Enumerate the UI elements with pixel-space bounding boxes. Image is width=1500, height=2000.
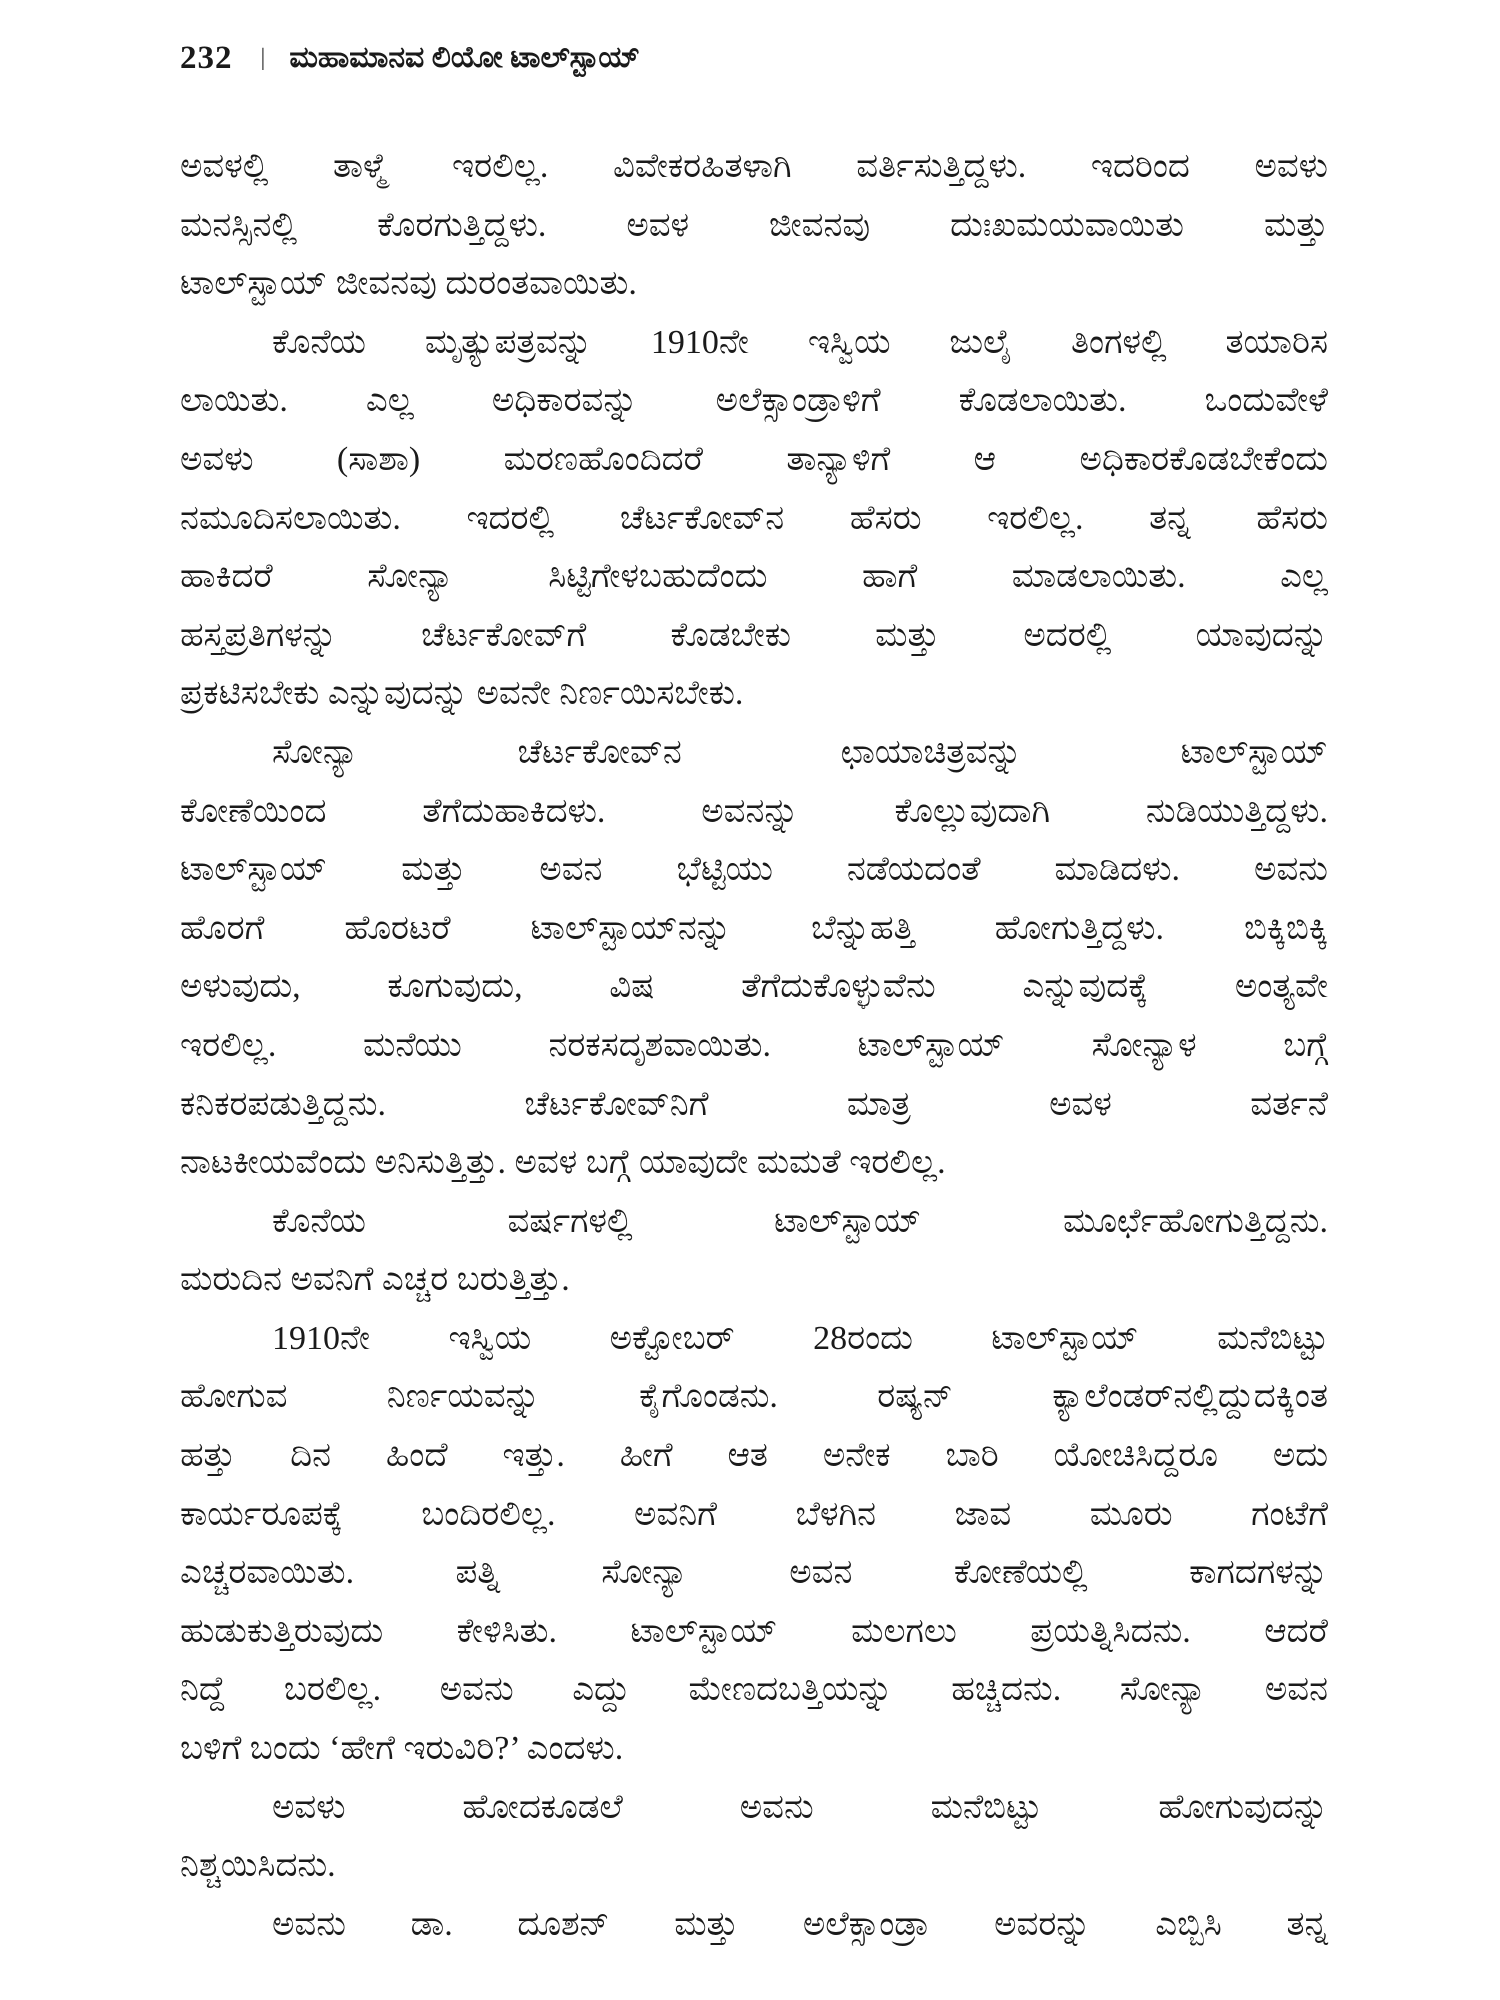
text-line: ಕೊನೆಯ ಮೃತ್ಯುಪತ್ರವನ್ನು 1910ನೇ ಇಸ್ವಿಯ ಜುಲೈ ತಿಂಗಳಲ್ಲಿ ತಯಾರಿಸ	[272, 323, 1328, 361]
text-line: ಬಳಿಗೆ ಬಂದು ‘ಹೇಗೆ ಇರುವಿರಿ?’ ಎಂದಳು.	[180, 1730, 624, 1768]
text-line: ನಾಟಕೀಯವೆಂದು ಅನಿಸುತ್ತಿತ್ತು. ಅವಳ ಬಗ್ಗೆ ಯಾವುದೇ ಮಮತೆ ಇರಲಿಲ್ಲ.	[180, 1144, 946, 1182]
text-line: ಹುಡುಕುತ್ತಿರುವುದು ಕೇಳಿಸಿತು. ಟಾಲ್‌ಸ್ಟಾಯ್ ಮಲಗಲು ಪ್ರಯತ್ನಿಸಿದನು. ಆದರೆ	[180, 1612, 1328, 1650]
text-line: ಕನಿಕರಪಡುತ್ತಿದ್ದನು. ಚೆರ್ಟಕೋವ್‌ನಿಗೆ ಮಾತ್ರ ಅವಳ ವರ್ತನೆ	[180, 1085, 1328, 1123]
text-line: ಹಾಕಿದರೆ ಸೋನ್ಯಾ ಸಿಟ್ಟಿಗೇಳಬಹುದೆಂದು ಹಾಗೆ ಮಾಡಲಾಯಿತು. ಎಲ್ಲ	[180, 558, 1328, 596]
text-line: ನಿದ್ದೆ ಬರಲಿಲ್ಲ. ಅವನು ಎದ್ದು ಮೇಣದಬತ್ತಿಯನ್ನು ಹಚ್ಚಿದನು. ಸೋನ್ಯಾ ಅವನ	[180, 1671, 1328, 1709]
text-line: ಹೊರಗೆ ಹೊರಟರೆ ಟಾಲ್‌ಸ್ಟಾಯ್‌ನನ್ನು ಬೆನ್ನುಹತ್ತಿ ಹೋಗುತ್ತಿದ್ದಳು. ಬಿಕ್ಕಿಬಿಕ್ಕಿ	[180, 909, 1328, 947]
text-line: ಅವಳು (ಸಾಶಾ) ಮರಣಹೊಂದಿದರೆ ತಾನ್ಯಾಳಿಗೆ ಆ ಅಧಿಕಾರಕೊಡಬೇಕೆಂದು	[180, 440, 1328, 478]
book-title: ಮಹಾಮಾನವ ಲಿಯೋ ಟಾಲ್‌ಸ್ಟಾಯ್	[289, 41, 641, 74]
page-number: 232	[180, 39, 233, 76]
paragraph	[180, 724, 1328, 1193]
text-line: ಲಾಯಿತು. ಎಲ್ಲ ಅಧಿಕಾರವನ್ನು ಅಲೆಕ್ಸಾಂಡ್ರಾಳಿಗೆ ಕೊಡಲಾಯಿತು. ಒಂದುವೇಳೆ	[180, 382, 1328, 420]
text-line: 1910ನೇ ಇಸ್ವಿಯ ಅಕ್ಟೋಬರ್ 28ರಂದು ಟಾಲ್‌ಸ್ಟಾಯ್ ಮನೆಬಿಟ್ಟು	[272, 1319, 1328, 1357]
paragraph	[180, 1310, 1328, 1779]
text-line: ಹೋಗುವ ನಿರ್ಣಯವನ್ನು ಕೈಗೊಂಡನು. ರಷ್ಯನ್ ಕ್ಯಾಲೆಂಡರ್‌ನಲ್ಲಿದ್ದುದಕ್ಕಿಂತ	[180, 1378, 1328, 1416]
text-line: ಸೋನ್ಯಾ ಚೆರ್ಟಕೋವ್‌ನ ಛಾಯಾಚಿತ್ರವನ್ನು ಟಾಲ್‌ಸ್ಟಾಯ್	[272, 733, 1328, 771]
text-line: ಪ್ರಕಟಿಸಬೇಕು ಎನ್ನುವುದನ್ನು ಅವನೇ ನಿರ್ಣಯಿಸಬೇಕು.	[180, 675, 744, 713]
text-line: ಅಳುವುದು, ಕೂಗುವುದು, ವಿಷ ತೆಗೆದುಕೊಳ್ಳುವೆನು ಎನ್ನುವುದಕ್ಕೆ ಅಂತ್ಯವೇ	[180, 968, 1328, 1006]
text-line: ಟಾಲ್‌ಸ್ಟಾಯ್ ಜೀವನವು ದುರಂತವಾಯಿತು.	[180, 265, 637, 303]
text-line: ಕಾರ್ಯರೂಪಕ್ಕೆ ಬಂದಿರಲಿಲ್ಲ. ಅವನಿಗೆ ಬೆಳಗಿನ ಜಾವ ಮೂರು ಗಂಟೆಗೆ	[180, 1495, 1328, 1533]
paragraph	[180, 1896, 1328, 1955]
text-line: ಮರುದಿನ ಅವನಿಗೆ ಎಚ್ಚರ ಬರುತ್ತಿತ್ತು.	[180, 1261, 570, 1299]
paragraph	[180, 138, 1328, 314]
text-line: ಹತ್ತು ದಿನ ಹಿಂದೆ ಇತ್ತು. ಹೀಗೆ ಆತ ಅನೇಕ ಬಾರಿ ಯೋಚಿಸಿದ್ದರೂ ಅದು	[180, 1437, 1328, 1475]
text-line: ಕೋಣೆಯಿಂದ ತೆಗೆದುಹಾಕಿದಳು. ಅವನನ್ನು ಕೊಲ್ಲುವುದಾಗಿ ನುಡಿಯುತ್ತಿದ್ದಳು.	[180, 792, 1328, 830]
text-line: ಮನಸ್ಸಿನಲ್ಲಿ ಕೊರಗುತ್ತಿದ್ದಳು. ಅವಳ ಜೀವನವು ದುಃಖಮಯವಾಯಿತು ಮತ್ತು	[180, 206, 1328, 244]
body-text	[180, 138, 1328, 1954]
text-line: ಇರಲಿಲ್ಲ. ಮನೆಯು ನರಕಸದೃಶವಾಯಿತು. ಟಾಲ್‌ಸ್ಟಾಯ್ ಸೋನ್ಯಾಳ ಬಗ್ಗೆ	[180, 1026, 1328, 1064]
text-line: ಅವಳು ಹೋದಕೂಡಲೆ ಅವನು ಮನೆಬಿಟ್ಟು ಹೋಗುವುದನ್ನು	[272, 1788, 1328, 1826]
running-header	[180, 34, 640, 82]
text-line: ಟಾಲ್‌ಸ್ಟಾಯ್ ಮತ್ತು ಅವನ ಭೆಟ್ಟಿಯು ನಡೆಯದಂತೆ ಮಾಡಿದಳು. ಅವನು	[180, 851, 1328, 889]
text-line: ಹಸ್ತಪ್ರತಿಗಳನ್ನು ಚೆರ್ಟಕೋವ್‌ಗೆ ಕೊಡಬೇಕು ಮತ್ತು ಅದರಲ್ಲಿ ಯಾವುದನ್ನು	[180, 616, 1328, 654]
text-line: ಎಚ್ಚರವಾಯಿತು. ಪತ್ನಿ ಸೋನ್ಯಾ ಅವನ ಕೋಣೆಯಲ್ಲಿ ಕಾಗದಗಳನ್ನು	[180, 1554, 1328, 1592]
text-line: ನಮೂದಿಸಲಾಯಿತು. ಇದರಲ್ಲಿ ಚೆರ್ಟಕೋವ್‌ನ ಹೆಸರು ಇರಲಿಲ್ಲ. ತನ್ನ ಹೆಸರು	[180, 499, 1328, 537]
paragraph	[180, 1193, 1328, 1310]
text-line: ನಿಶ್ಚಯಿಸಿದನು.	[180, 1847, 336, 1885]
header-separator: |	[260, 44, 266, 71]
paragraph	[180, 1779, 1328, 1896]
text-line: ಅವಳಲ್ಲಿ ತಾಳ್ಮೆ ಇರಲಿಲ್ಲ. ವಿವೇಕರಹಿತಳಾಗಿ ವರ್ತಿಸುತ್ತಿದ್ದಳು. ಇದರಿಂದ ಅವಳು	[180, 148, 1328, 185]
paragraph	[180, 314, 1328, 724]
text-line: ಕೊನೆಯ ವರ್ಷಗಳಲ್ಲಿ ಟಾಲ್‌ಸ್ಟಾಯ್ ಮೂರ್ಛೆಹೋಗುತ್ತಿದ್ದನು.	[272, 1202, 1328, 1240]
text-line: ಅವನು ಡಾ. ದೂಶನ್ ಮತ್ತು ಅಲೆಕ್ಸಾಂಡ್ರಾ ಅವರನ್ನು ಎಬ್ಬಿಸಿ ತನ್ನ	[272, 1905, 1328, 1943]
